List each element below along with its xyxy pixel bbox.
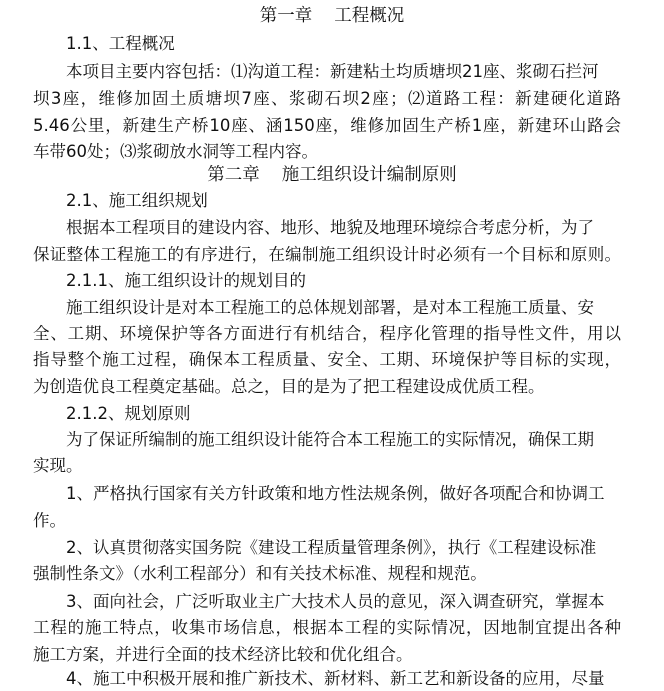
paragraph-2-1-2-line-2: 实现。 (33, 456, 83, 475)
paragraph-1-1-line-2: 坝3座，维修加固土质塘坝7座、浆砌石坝2座；⑵道路工程：新建硬化道路 (33, 89, 621, 108)
paragraph-1-1-line-3: 5.46公里，新建生产桥10座、涵150座，维修加固生产桥1座，新建环山路会 (33, 116, 621, 135)
list-item-1-line-2: 作。 (33, 511, 66, 530)
paragraph-1-1-line-1: 本项目主要内容包括：⑴沟道工程：新建粘土均质塘坝21座、浆砌石拦河 (66, 62, 599, 81)
list-item-4-line-1: 4、施工中积极开展和推广新技术、新材料、新工艺和新设备的应用，尽量 (66, 669, 605, 688)
section-2-1-heading: 2.1、施工组织规划 (66, 191, 208, 210)
chapter-2-title: 施工组织设计编制原则 (281, 165, 457, 185)
list-item-1-line-1: 1、严格执行国家有关方针政策和地方性法规条例，做好各项配合和协调工 (66, 484, 605, 503)
chapter-1-number: 第一章 (259, 6, 313, 26)
list-item-3-line-1: 3、面向社会，广泛听取业主广大技术人员的意见，深入调查研究，掌握本 (66, 592, 605, 611)
paragraph-2-1-2-line-1: 为了保证所编制的施工组织设计能符合本工程施工的实际情况，确保工期 (66, 430, 594, 449)
chapter-1-title: 工程概况 (334, 6, 405, 26)
paragraph-2-1-1-line-2: 全、工期、环境保护等各方面进行有机结合，程序化管理的指导性文件，用以 (33, 324, 621, 343)
paragraph-2-1-1-line-3: 指导整个施工过程，确保本工程质量、安全、工期、环境保护等目标的实现， (33, 350, 621, 369)
list-item-3-line-2: 工程的施工特点，收集市场信息，根据本工程的实际情况，因地制宜提出各种 (33, 618, 621, 637)
list-item-2-line-2: 强制性条文》（水利工程部分）和有关技术标准、规程和规范。 (33, 564, 487, 583)
list-item-3-line-3: 施工方案，并进行全面的技术经济比较和优化组合。 (33, 645, 413, 664)
section-2-1-1-heading: 2.1.1、施工组织设计的规划目的 (66, 271, 306, 290)
chapter-2-number: 第二章 (207, 165, 260, 185)
paragraph-2-1-1-line-4: 为创造优良工程奠定基础。总之，目的是为了把工程建设成优质工程。 (33, 377, 545, 396)
list-item-2-line-1: 2、认真贯彻落实国务院《建设工程质量管理条例》，执行《工程建设标准 (66, 538, 597, 557)
paragraph-2-1-1-line-1: 施工组织设计是对本工程施工的总体规划部署，是对本工程施工质量、安 (66, 298, 594, 317)
section-1-1-heading: 1.1、工程概况 (66, 34, 175, 53)
paragraph-2-1-line-1: 根据本工程项目的建设内容、地形、地貌及地理环境综合考虑分析，为了 (66, 218, 594, 237)
chapter-2-heading (0, 164, 664, 186)
paragraph-1-1-line-4: 车带60处；⑶浆砌放水洞等工程内容。 (33, 142, 318, 161)
paragraph-2-1-line-2: 保证整体工程施工的有序进行，在编制施工组织设计时必须有一个目标和原则。 (33, 245, 621, 264)
section-2-1-2-heading: 2.1.2、规划原则 (66, 404, 191, 423)
chapter-1-heading (0, 5, 664, 27)
